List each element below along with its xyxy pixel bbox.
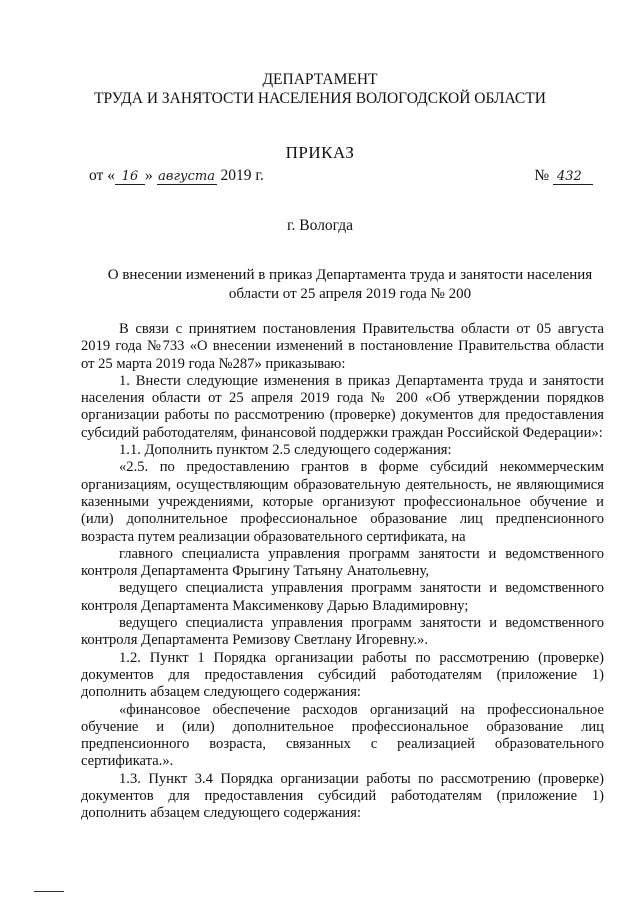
date-prefix: от « bbox=[89, 167, 115, 184]
department-header bbox=[0, 70, 640, 108]
order-date-number-row bbox=[89, 167, 593, 191]
city-name: г. Вологда bbox=[286, 217, 354, 234]
order-body bbox=[81, 321, 604, 823]
paragraph-item-1-2: 1.2. Пункт 1 Порядка организации работы по рассмотрению (проверке) документов для предоставления субсидий работодателям (приложение 1) дополнить абзацем следующего содержания: bbox=[81, 649, 604, 701]
order-date bbox=[89, 167, 264, 185]
paragraph-specialist-3: ведущего специалиста управления программ занятости и ведомственного контроля Департамента Ремизову Светлану Игоревну.». bbox=[81, 615, 604, 649]
paragraph-item-1: 1. Внести следующие изменения в приказ Департамента труда и занятости населения области от 25 апреля 2019 года № 200 «Об утверждении порядков организации работы по рассмотрению (проверке) документов для предоставления субсидий работодателям, финансовой поддержки граждан Российской Федерации»: bbox=[81, 372, 604, 441]
handwritten-month: августа bbox=[158, 169, 215, 184]
paragraph-preamble: В связи с принятием постановления Правительства области от 05 августа 2019 года №733 «О внесении изменений в постановление Правительства области от 25 марта 2019 года №287» приказываю: bbox=[81, 321, 604, 372]
paragraph-item-1-3: 1.3. Пункт 3.4 Порядка организации работы по рассмотрению (проверке) документов для предоставления субсидий работодателям (приложение 1) дополнить абзацем следующего содержания: bbox=[81, 770, 604, 822]
handwritten-number: 432 bbox=[553, 169, 593, 185]
order-title: ПРИКАЗ bbox=[285, 143, 355, 162]
handwritten-day: 16 bbox=[115, 169, 145, 185]
order-subject bbox=[100, 266, 600, 304]
paragraph-specialist-2: ведущего специалиста управления программ занятости и ведомственного контроля Департамента Максименкову Дарью Владимировну; bbox=[81, 580, 604, 614]
order-subject-line-1: О внесении изменений в приказ Департамента труда и занятости населения bbox=[107, 267, 593, 283]
number-prefix: № bbox=[534, 167, 550, 184]
department-header-line-1: ДЕПАРТАМЕНТ bbox=[262, 71, 378, 88]
paragraph-specialist-1: главного специалиста управления программ занятости и ведомственного контроля Департамента Фрыгину Татьяну Анатольевну, bbox=[81, 545, 604, 580]
department-header-line-2: ТРУДА И ЗАНЯТОСТИ НАСЕЛЕНИЯ ВОЛОГОДСКОЙ ОБЛАСТИ bbox=[94, 90, 546, 107]
order-number bbox=[534, 167, 593, 185]
order-subject-line-2: области от 25 апреля 2019 года № 200 bbox=[228, 286, 472, 302]
paragraph-quote-financing: «финансовое обеспечение расходов организаций на профессиональное обучение и (или) дополнительное профессиональное образование лиц предпенсионного возраста, связанных с реализацией образовательного сертификата.». bbox=[81, 701, 604, 770]
date-year: 2019 г. bbox=[220, 167, 264, 184]
paragraph-item-2-5: «2.5. по предоставлению грантов в форме субсидий некоммерческим организациям, осуществляющим образовательную деятельность, не являющимися казенными учреждениями, которые организуют профессиональное обучение и (или) дополнительное профессиональное образование лиц предпенсионного возраста путем реализации образовательного сертификата, на bbox=[81, 459, 604, 545]
date-close-quote: » bbox=[144, 167, 153, 184]
paragraph-item-1-1: 1.1. Дополнить пунктом 2.5 следующего содержания: bbox=[119, 442, 452, 459]
footer-divider bbox=[34, 891, 64, 892]
